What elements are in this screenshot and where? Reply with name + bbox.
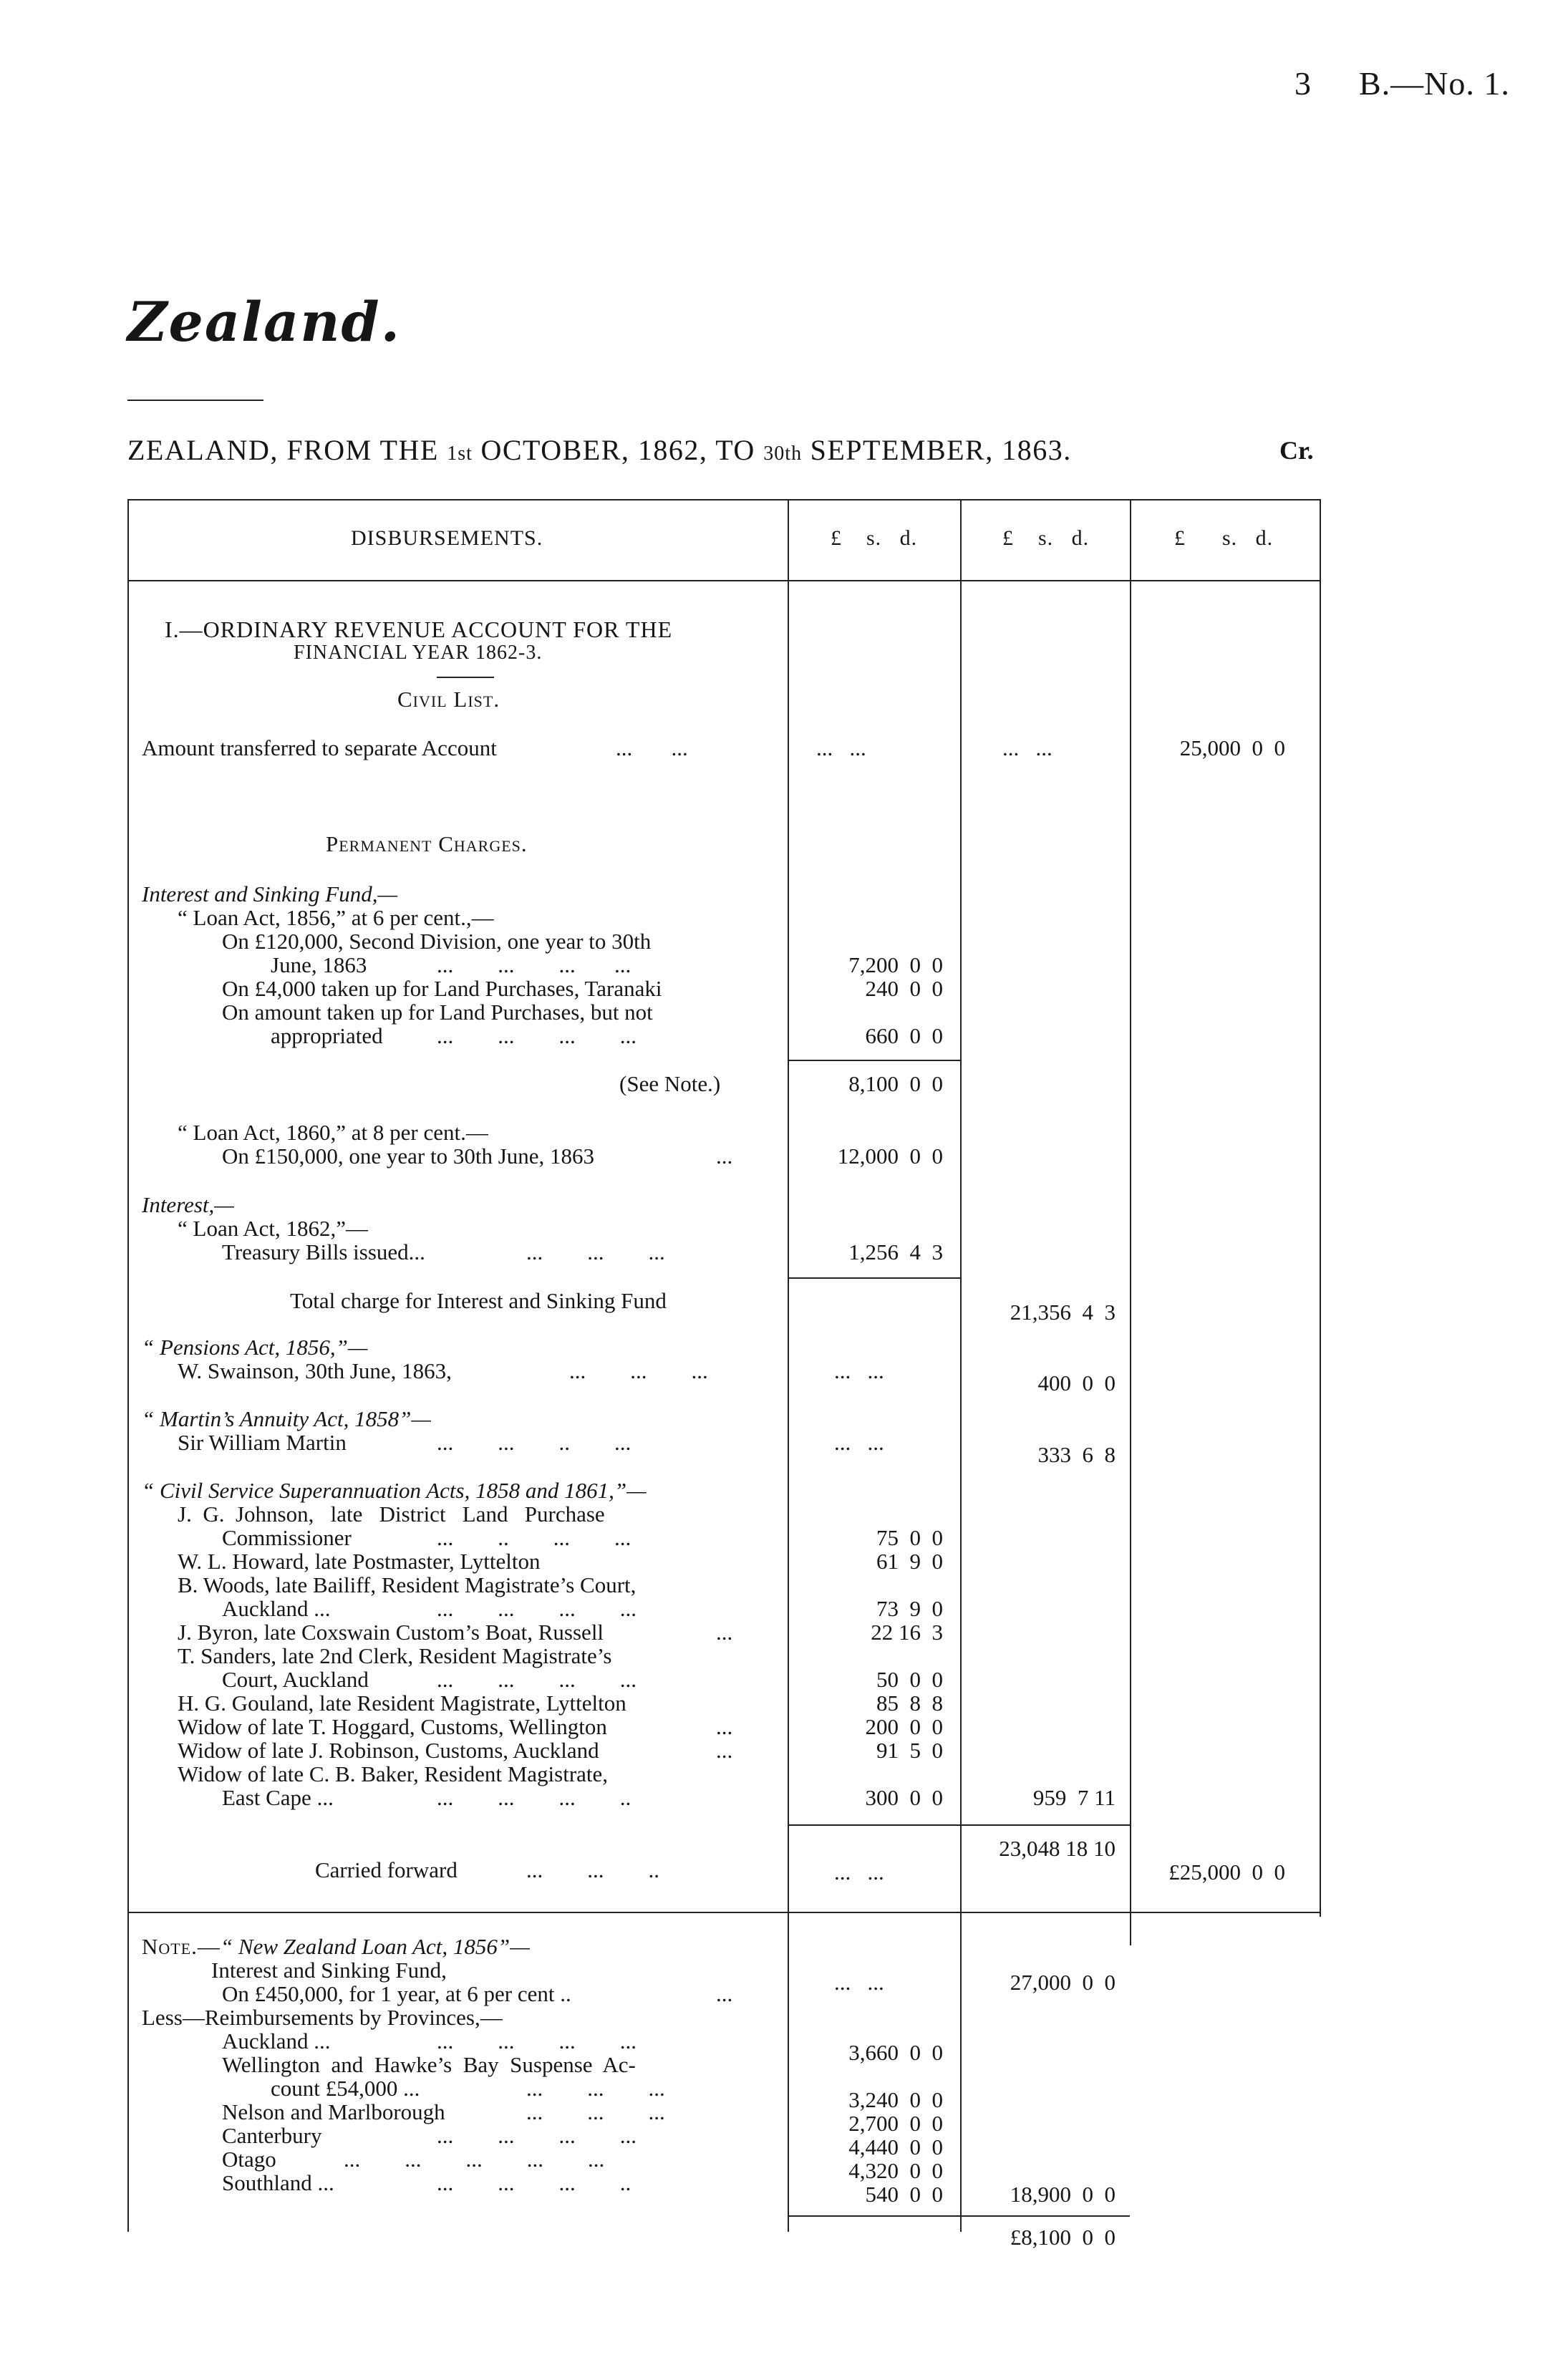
title-fragment: Zealand.	[127, 290, 402, 354]
value-85: 85 8 8	[876, 1690, 943, 1716]
leader-dots: ...	[716, 1714, 733, 1739]
baker-line-1: Widow of late C. B. Baker, Resident Magistrate,	[178, 1761, 609, 1786]
value-4440: 4,440 0 0	[848, 2134, 943, 2159]
heading-ordinal-2: 30th	[763, 442, 803, 465]
carried-forward: Carried forward	[315, 1857, 458, 1882]
column-rule-2	[960, 499, 962, 2232]
leader-dots: ... ... ... ...	[437, 1667, 637, 1692]
leader-dots: ... ...	[616, 735, 688, 760]
note-auckland: Auckland ...	[222, 2028, 331, 2054]
johnson-line-2: Commissioner	[222, 1525, 352, 1550]
value-540: 540 0 0	[865, 2182, 943, 2207]
leader-dots: ... ... ... ...	[437, 2028, 637, 2054]
martin-annuity-act: “ Martin’s Annuity Act, 1858”—	[142, 1406, 431, 1431]
note-total-rule	[788, 2215, 1130, 2217]
leader-dots: ...	[716, 1981, 733, 2006]
leader-dots: ... ... ... ..	[437, 2170, 631, 2195]
leader-dots: ... ... ... ..	[437, 1785, 631, 1810]
value-200: 200 0 0	[865, 1714, 943, 1739]
column-header-1: £ s. d.	[831, 526, 918, 550]
leader-dots: ...	[716, 1143, 733, 1169]
value-959: 959 7 11	[1032, 1785, 1115, 1810]
leader-dots: ... ... ... ...	[437, 2123, 637, 2148]
loan-act-1862: “ Loan Act, 1862,”—	[178, 1216, 369, 1241]
nil-entry: ... ...	[834, 1970, 884, 1995]
subtotal-rule	[788, 1824, 1130, 1826]
value-75: 75 0 0	[876, 1525, 943, 1550]
value-12000: 12,000 0 0	[837, 1143, 943, 1169]
heading-ordinal-1: 1st	[447, 442, 473, 465]
leader-dots: ... ... ..	[526, 1857, 659, 1882]
leader-dots: ... ... ...	[526, 2099, 665, 2124]
nil-entry: ... ...	[834, 1430, 884, 1455]
leader-dots: ... ... .. ...	[437, 1430, 631, 1455]
leader-dots: ... ... ...	[526, 2076, 665, 2101]
pensions-act: “ Pensions Act, 1856,”—	[142, 1335, 368, 1360]
sir-william-martin: Sir William Martin	[178, 1430, 347, 1455]
table-top-rule	[127, 499, 1321, 500]
subtotal-rule	[788, 1060, 960, 1061]
on-amount-line-1: On amount taken up for Land Purchases, but not	[222, 1000, 653, 1025]
value-73: 73 9 0	[876, 1596, 943, 1621]
on-150000: On £150,000, one year to 30th June, 1863	[222, 1143, 595, 1169]
value-300: 300 0 0	[865, 1785, 943, 1810]
woods-line-2: Auckland ...	[222, 1596, 331, 1621]
interest-label: Interest,—	[142, 1192, 234, 1217]
value-4320: 4,320 0 0	[848, 2158, 943, 2183]
column-header-3: £ s. d.	[1174, 526, 1274, 550]
sanders-line-1: T. Sanders, late 2nd Clerk, Resident Magistrate’s	[178, 1643, 612, 1668]
leader-dots: ... ... ... ... ...	[344, 2147, 605, 2172]
swainson: W. Swainson, 30th June, 1863,	[178, 1358, 452, 1383]
value-333: 333 6 8	[1037, 1442, 1115, 1467]
value-2700: 2,700 0 0	[848, 2111, 943, 2136]
loan-act-1860: “ Loan Act, 1860,” at 8 per cent.—	[178, 1120, 488, 1145]
on-120000-line-2: June, 1863	[271, 952, 367, 977]
credit-side-label: Cr.	[1279, 436, 1314, 465]
value-21356: 21,356 4 3	[1010, 1300, 1115, 1325]
robinson: Widow of late J. Robinson, Customs, Auckland	[178, 1738, 599, 1763]
byron: J. Byron, late Coxswain Custom’s Boat, Russell	[178, 1620, 604, 1645]
value-1256: 1,256 4 3	[848, 1239, 943, 1264]
heading-part-a: ZEALAND, FROM THE	[127, 434, 447, 466]
nil-entry: ... ...	[816, 735, 866, 760]
note-act: “ New Zealand Loan Act, 1856”—	[220, 1934, 530, 1959]
note-less-reimbursements: Less—Reimbursements by Provinces,—	[142, 2005, 503, 2030]
column-header-2: £ s. d.	[1002, 526, 1090, 550]
value-3240: 3,240 0 0	[848, 2087, 943, 2112]
civil-list-total: 25,000 0 0	[1179, 735, 1285, 760]
hoggard: Widow of late T. Hoggard, Customs, Wellington	[178, 1714, 607, 1739]
sanders-line-2: Court, Auckland	[222, 1667, 369, 1692]
subtitle-rule	[437, 677, 494, 678]
baker-line-2: East Cape ...	[222, 1785, 334, 1810]
leader-dots: ... ... ...	[526, 1239, 665, 1264]
treasury-bills: Treasury Bills issued...	[222, 1239, 425, 1264]
note-nelson: Nelson and Marlborough	[222, 2099, 445, 2124]
leader-dots: ... ... ...	[569, 1358, 708, 1383]
value-22: 22 16 3	[871, 1620, 943, 1645]
on-amount-line-2: appropriated	[271, 1023, 383, 1048]
value-3660: 3,660 0 0	[848, 2040, 943, 2065]
page-heading	[127, 433, 1072, 467]
civil-list-heading: Civil List.	[397, 687, 500, 712]
row-amount-transferred: Amount transferred to separate Account	[142, 735, 497, 760]
note-wellington-line-1: Wellington and Hawke’s Bay Suspense Ac-	[222, 2052, 636, 2077]
value-23048: 23,048 18 10	[999, 1836, 1115, 1861]
title-rule	[127, 400, 263, 401]
header-rule	[127, 580, 1321, 581]
woods-line-1: B. Woods, late Bailiff, Resident Magistrate’s Court,	[178, 1572, 637, 1597]
value-50: 50 0 0	[876, 1667, 943, 1692]
heading-part-b: OCTOBER, 1862, TO	[472, 434, 764, 466]
value-61: 61 9 0	[876, 1549, 943, 1574]
leader-dots: ... .. ... ...	[437, 1525, 631, 1550]
table-left-rule	[127, 499, 129, 2232]
nil-entry: ... ...	[834, 1358, 884, 1383]
leader-dots: ... ... ... ...	[437, 1023, 637, 1048]
note-southland: Southland ...	[222, 2170, 334, 2195]
value-18900: 18,900 0 0	[1010, 2182, 1115, 2207]
note-line	[142, 1935, 530, 1959]
loan-act-1856: “ Loan Act, 1856,” at 6 per cent.,—	[178, 905, 494, 930]
value-25000-carried: £25,000 0 0	[1168, 1859, 1285, 1885]
value-27000: 27,000 0 0	[1010, 1970, 1115, 1995]
howard: W. L. Howard, late Postmaster, Lyttelton	[178, 1549, 541, 1574]
nil-entry: ... ...	[834, 1859, 884, 1885]
johnson-line-1: J. G. Johnson, late District Land Purchase	[178, 1501, 605, 1527]
value-8100: 8,100 0 0	[848, 1071, 943, 1096]
table-right-rule	[1320, 499, 1321, 1917]
heading-part-c: SEPTEMBER, 1863.	[802, 434, 1072, 466]
column-rule-3	[1130, 499, 1131, 1945]
total-charge-label: Total charge for Interest and Sinking Fund	[290, 1288, 667, 1313]
civil-service-acts: “ Civil Service Superannuation Acts, 1858 and 1861,”—	[142, 1478, 647, 1503]
value-400: 400 0 0	[1037, 1370, 1115, 1396]
leader-dots: ...	[716, 1738, 733, 1763]
gouland: H. G. Gouland, late Resident Magistrate, Lyttelton	[178, 1690, 626, 1716]
on-4000-taranaki: On £4,000 taken up for Land Purchases, Taranaki	[222, 976, 662, 1001]
subtotal-rule	[788, 1277, 960, 1279]
interest-sinking-label: Interest and Sinking Fund,—	[142, 881, 398, 906]
note-on-450000: On £450,000, for 1 year, at 6 per cent ..	[222, 1981, 571, 2006]
note-rule	[127, 1912, 1321, 1913]
note-interest-sinking: Interest and Sinking Fund,	[211, 1958, 447, 1983]
note-otago: Otago	[222, 2147, 276, 2172]
column-rule-1	[788, 499, 789, 2232]
note-wellington-line-2: count £54,000 ...	[271, 2076, 420, 2101]
value-7200: 7,200 0 0	[848, 952, 943, 977]
leader-dots: ... ... ... ...	[437, 952, 631, 977]
note-canterbury: Canterbury	[222, 2123, 322, 2148]
note-label: Note.—	[142, 1934, 221, 1959]
value-8100-net: £8,100 0 0	[1010, 2225, 1115, 2250]
see-note: (See Note.)	[619, 1071, 721, 1096]
on-120000-line-1: On £120,000, Second Division, one year to 30th	[222, 929, 652, 954]
nil-entry: ... ...	[1002, 735, 1052, 760]
page-number: 3	[1294, 65, 1311, 102]
column-header-disbursements: DISBURSEMENTS.	[351, 526, 543, 550]
value-660: 660 0 0	[865, 1023, 943, 1048]
section-title-line-1: I.—ORDINARY REVENUE ACCOUNT FOR THE	[165, 616, 673, 642]
value-91: 91 5 0	[876, 1738, 943, 1763]
leader-dots: ...	[716, 1620, 733, 1645]
page-reference: B.—No. 1.	[1359, 65, 1510, 102]
leader-dots: ... ... ... ...	[437, 1596, 637, 1621]
section-title-line-2: FINANCIAL YEAR 1862-3.	[294, 642, 543, 664]
permanent-charges-heading: Permanent Charges.	[326, 831, 528, 856]
value-240: 240 0 0	[865, 976, 943, 1001]
